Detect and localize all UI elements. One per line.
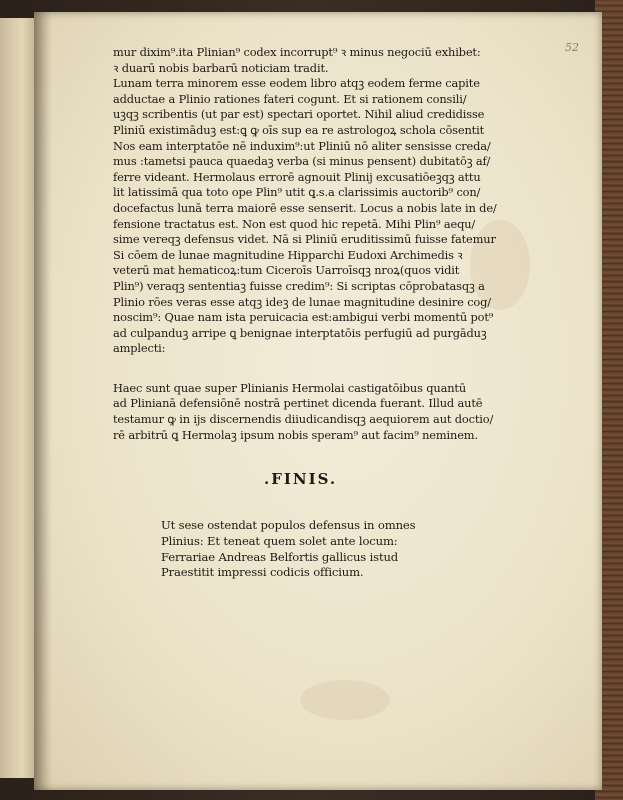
finis-heading: .FINIS. [264, 470, 338, 488]
text-line: Si cōem de lunae magnitudine Hipparchi Eudoxi Archimedis ꝛ [113, 247, 463, 262]
colophon-line: Ut sese ostendat populos defensus in omnes [161, 518, 416, 532]
text-line: ad Plinianā defensiōnē nostrā pertinet dicenda fuerant. Illud autē [113, 396, 483, 411]
text-line: noscim⁹: Quae nam ista peruicacia est:ambigui verbi momentū pot⁹ [113, 310, 494, 325]
text-line: ꝛ duarū nobis barbarū noticiam tradit. [113, 60, 329, 75]
text-line: lit latissimā qua toto ope Plin⁹ utit ꝗ.s.a clarissimis auctorib⁹ con/ [113, 185, 481, 200]
paper-stain [300, 680, 390, 720]
text-line: rē arbitrū ꝗ Hermolaꝫ ipsum nobis speram⁹ aut facim⁹ neminem. [113, 427, 478, 442]
folio-number: 52 [565, 41, 579, 54]
gutter-shadow [34, 12, 52, 790]
text-line: veterū mat hematicoꝝ:tum Ciceroīs Uarroīsqꝫ nroꝝ(quos vidit [113, 263, 460, 278]
colophon [161, 518, 461, 581]
main-text-block [113, 45, 515, 443]
colophon-line: Ferrariae Andreas Belfortis gallicus istud [161, 549, 399, 564]
text-line: adductae a Plinio rationes fateri cogunt. Et si rationem consili/ [113, 91, 467, 106]
text-line: fensione tractatus est. Non est quod hic repetā. Mihi Plin⁹ aequ/ [113, 216, 476, 231]
text-line: ad culpanduꝫ arripe ꝗ benignae interptatōis perfugiū ad purgāduꝫ [113, 325, 487, 340]
text-line: Plin⁹) veraqꝫ sententiaꝫ fuisse credim⁹: Si scriptas cōprobatasqꝫ a [113, 278, 485, 293]
colophon-line: Plinius: Et teneat quem solet ante locum: [161, 533, 398, 548]
text-line: Pliniū existimāduꝫ est:ꝗ ꝙ oīs sup ea re astrologoꝝ schola cōsentit [113, 122, 484, 137]
paragraph-gap [113, 357, 515, 381]
text-line: Plinio rōes veras esse atqꝫ ideꝫ de lunae magnitudine desinire cog/ [113, 294, 491, 309]
colophon-line: Praestitit impressi codicis officium. [161, 565, 364, 580]
text-line: ferre videant. Hermolaus errorē agnouit Plinij excusatiōeꝫqꝫ attu [113, 169, 481, 184]
text-line: Nos eam interptatōe nē induxim⁹:ut Pliniū nō aliter sensisse creda/ [113, 138, 491, 153]
text-line: uꝫqꝫ scribentis (ut par est) spectari oportet. Nihil aliud credidisse [113, 107, 485, 122]
text-line: mur dixim⁹.ita Plinian⁹ codex incorrupt⁹ ꝛ minus negociū exhibet: [113, 45, 481, 59]
text-line: Lunam terra minorem esse eodem libro atqꝫ eodem ferme capite [113, 76, 480, 91]
text-line: Haec sunt quae super Plinianis Hermolai castigatōibus quantū [113, 380, 467, 395]
text-line: docefactus lunā terra maiorē esse senserit. Locus a nobis late in de/ [113, 200, 497, 215]
text-line: mus :tametsi pauca quaedaꝫ verba (si minus pensent) dubitatōꝫ af/ [113, 154, 491, 169]
text-line: amplecti: [113, 341, 166, 356]
text-line: testamur ꝙ in ijs discernendis diiudicandisqꝫ aequiorem aut doctio/ [113, 412, 494, 427]
text-line: sime vereqꝫ defensus videt. Nā si Pliniū eruditissimū fuisse fatemur [113, 232, 496, 247]
